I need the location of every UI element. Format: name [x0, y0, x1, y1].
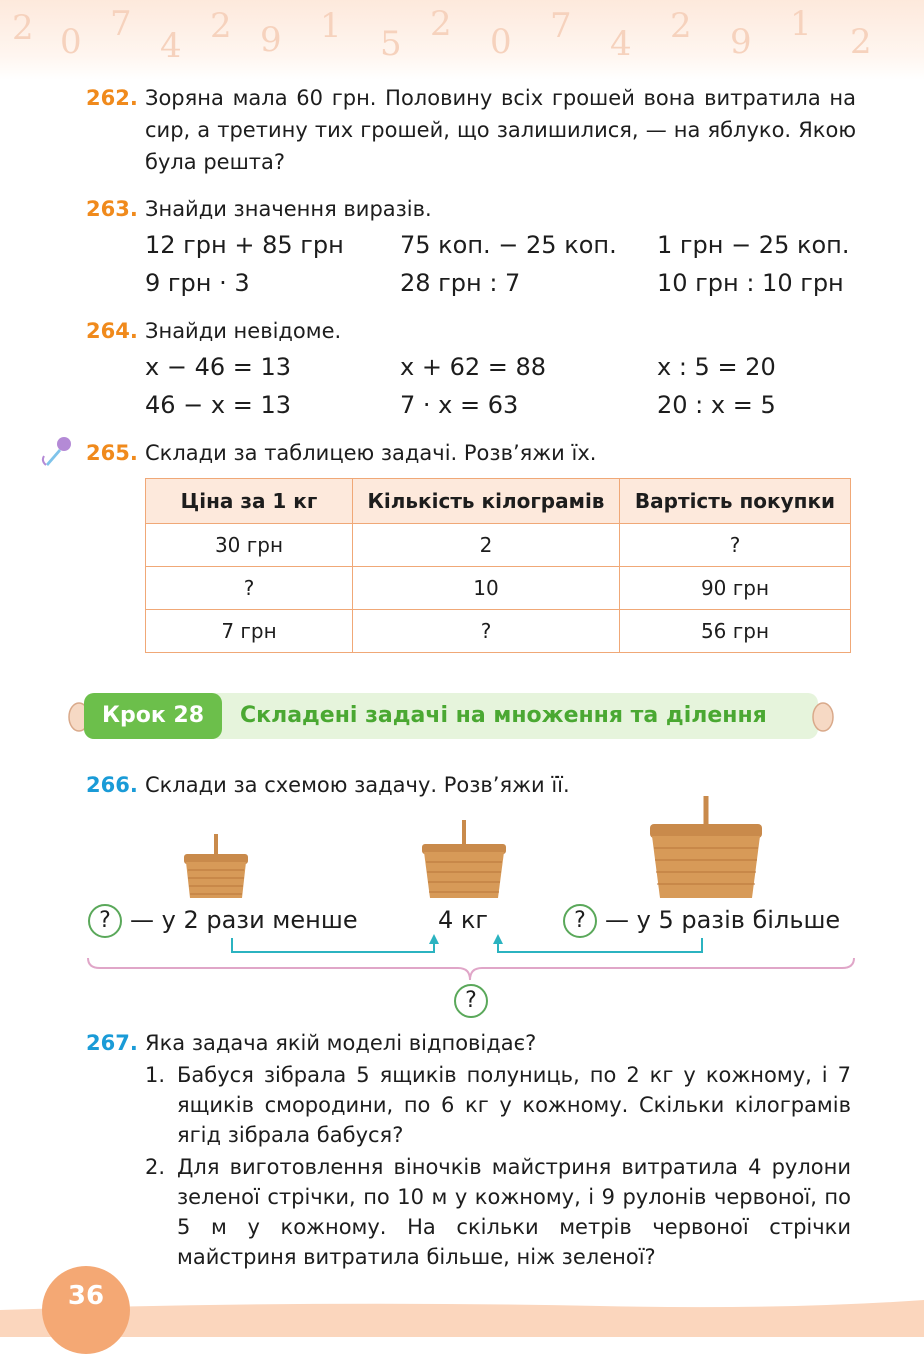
task-number: 267. — [86, 1031, 138, 1055]
equation: x : 5 = 20 — [657, 353, 776, 381]
task-text: Знайди невідоме. — [145, 319, 342, 343]
equation: 7 · x = 63 — [400, 391, 519, 419]
task-263 — [86, 193, 856, 225]
left-relation-label: — у 2 рази менше — [130, 906, 358, 934]
list-item — [145, 1060, 851, 1150]
table-cell: 90 грн — [620, 567, 851, 610]
task-number: 265. — [86, 441, 138, 465]
table-cell: ? — [620, 524, 851, 567]
table-row — [146, 567, 851, 610]
table-cell: 10 — [353, 567, 620, 610]
step-badge: Крок 28 — [84, 693, 222, 739]
table-cell: 2 — [353, 524, 620, 567]
microphone-icon — [40, 434, 74, 468]
task-number: 266. — [86, 773, 138, 797]
table-cell: ? — [146, 567, 353, 610]
price-table — [145, 478, 851, 653]
basket-scheme — [0, 810, 924, 1030]
task-text: Склади за схемою задачу. Розв’яжи її. — [145, 773, 570, 797]
expression: 75 коп. − 25 коп. — [400, 231, 617, 259]
task-number: 264. — [86, 319, 138, 343]
task-262 — [86, 82, 856, 178]
table-row — [146, 610, 851, 653]
column-header: Кількість кілограмів — [353, 479, 620, 524]
table-cell: 56 грн — [620, 610, 851, 653]
table-cell: 7 грн — [146, 610, 353, 653]
decorative-header-band: 2 0 7 4 2 9 1 5 2 0 7 4 2 9 1 2 — [0, 0, 924, 80]
table-header-row — [146, 479, 851, 524]
footer-wave — [0, 1280, 924, 1337]
unknown-mark: ? — [563, 904, 597, 938]
task-265 — [86, 437, 856, 469]
task-264 — [86, 315, 856, 347]
expression: 10 грн : 10 грн — [657, 269, 844, 297]
equation: 20 : x = 5 — [657, 391, 776, 419]
item-number: 1. — [145, 1063, 166, 1087]
task-text: Зоряна мала 60 грн. Половину всіх грошей вона витратила на сир, а третину тих грошей, що залишилися, — на яблуко. Якою була решта? — [145, 86, 856, 174]
expression: 1 грн − 25 коп. — [657, 231, 850, 259]
expression: 12 грн + 85 грн — [145, 231, 344, 259]
page-number: 36 — [42, 1266, 130, 1354]
expression: 9 грн · 3 — [145, 269, 250, 297]
unknown-mark: ? — [88, 904, 122, 938]
table-row — [146, 524, 851, 567]
item-number: 2. — [145, 1155, 166, 1179]
equation: x − 46 = 13 — [145, 353, 292, 381]
section-title: Складені задачі на множення та ділення — [240, 703, 767, 728]
middle-weight-label: 4 кг — [438, 906, 489, 934]
task-text: Яка задача якій моделі відповідає? — [145, 1031, 537, 1055]
task-text: Склади за таблицею задачі. Розв’яжи їх. — [145, 441, 597, 465]
task-number: 263. — [86, 197, 138, 221]
item-text: Для виготовлення віночків майстриня витратила 4 рулони зеленої стрічки, по 10 м у кожному, і 9 рулонів червоної, по 5 м у кожному. На скільки метрів червоної стрічки майстриня витратила більше, ніж зеленої? — [177, 1155, 851, 1269]
model-task-list — [145, 1060, 851, 1274]
table-cell: ? — [353, 610, 620, 653]
item-text: Бабуся зібрала 5 ящиків полуниць, по 2 кг у кожному, і 7 ящиків смородини, по 6 кг у кожному. Скільки кілограмів ягід зібрала бабуся? — [177, 1063, 851, 1147]
list-item — [145, 1152, 851, 1272]
task-number: 262. — [86, 86, 138, 110]
table-cell: 30 грн — [146, 524, 353, 567]
expression: 28 грн : 7 — [400, 269, 521, 297]
equation: 46 − x = 13 — [145, 391, 292, 419]
column-header: Ціна за 1 кг — [146, 479, 353, 524]
hand-right-icon — [810, 700, 836, 734]
column-header: Вартість покупки — [620, 479, 851, 524]
task-267 — [86, 1027, 856, 1059]
section-banner — [84, 693, 818, 739]
right-relation-label: — у 5 разів більше — [605, 906, 841, 934]
total-unknown-mark: ? — [454, 984, 488, 1018]
task-text: Знайди значення виразів. — [145, 197, 432, 221]
equation: x + 62 = 88 — [400, 353, 547, 381]
